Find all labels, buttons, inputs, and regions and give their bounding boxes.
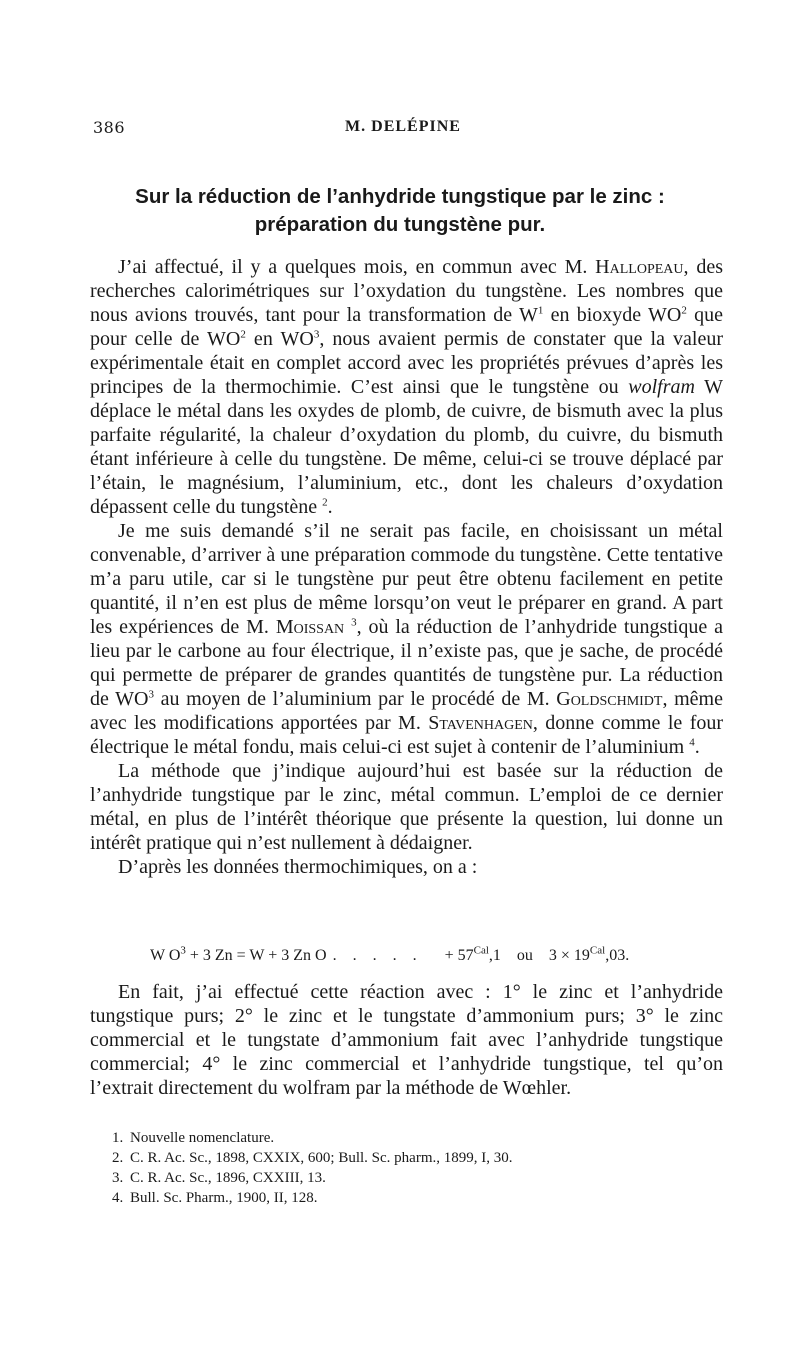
page-number: 386 (93, 118, 126, 137)
footnotes (112, 1128, 712, 1208)
reaction-heat: + $57^{Cal},1$ (444, 944, 501, 964)
footnote-ref-4: 4 (689, 736, 695, 749)
paragraph-2: Je me suis demandé s’il ne serait pas facile, en choisissant un métal convenable, d’arriver à une préparation commode du tungstène. Cette tentative m’a paru utile, car si le tungstène pur peut être obtenu facilement en petite quantité, il n’en est plus de même lorsqu’on veut le préparer en grand. A part les expériences de M. Moissan $^3$, où la réduction de l’anhydride tungstique a lieu par le carbone au four électrique, il n’existe pas, que je sache, de procédé qui permette de préparer de grandes quantités de tungstène pur. La réduction de $WO^3$ au moyen de l’aluminium par le procédé de M. Goldschmidt, même avec les modifications apportées par M. Stavenhagen, donne comme le four électrique le métal fondu, mais celui-ci est sujet à contenir de l’aluminium $^4$. (90, 520, 724, 758)
footnote-1: 1. Nouvelle nomenclature. (112, 1130, 275, 1146)
reaction-heat-alt: $3 \times 19^{Cal},03$. (548, 944, 630, 964)
footnote-ref-3: 3 (351, 616, 357, 629)
wolfram-term: wolfram (628, 376, 695, 398)
author-name-hallopeau: Hallopeau (595, 256, 684, 278)
paragraph-4: D’après les données thermochimiques, on a : (118, 856, 478, 878)
author-name-goldschmidt: Goldschmidt (556, 688, 663, 710)
footnote-2: 2. C. R. Ac. Sc., 1898, CXXIX, 600; Bull. Sc. pharm., 1899, I, 30. (112, 1150, 513, 1166)
body-text (90, 255, 723, 879)
chemical-equation: W $O^3 + 3$ Zn = W + 3 Zn O . . . . . + $57^{Cal},1$ ou $3 \times 19^{Cal},03$. (150, 944, 630, 964)
footnote-ref-2: 2 (322, 496, 328, 509)
author-name-stavenhagen: Stavenhagen (428, 712, 533, 734)
paragraph-5: En fait, j’ai effectué cette réaction avec : 1° le zinc et l’anhydride tungstique purs; 2° le zinc et le tungstate d’ammonium purs; 3° le zinc commercial et le tungstate d’ammonium fait avec l’anhydride tungstique commercial; 4° le zinc commercial et l’anhydride tungstique, tel qu’on l’extrait directement du wolfram par la méthode de Wœhler. (90, 981, 723, 1099)
running-title: M. DELÉPINE (345, 118, 461, 135)
footnote-3: 3. C. R. Ac. Sc., 1896, CXXIII, 13. (112, 1170, 326, 1186)
footnote-4: 4. Bull. Sc. Pharm., 1900, II, 128. (112, 1190, 318, 1206)
running-head (93, 118, 713, 142)
paragraph-3: La méthode que j’indique aujourd’hui est basée sur la réduction de l’anhydride tungstique par le zinc, métal commun. L’emploi de ce dernier métal, en plus de l’intérêt théorique que présente la question, lui donne un intérêt pratique qui n’est nullement à dédaigner. (90, 760, 723, 854)
author-name-moissan: Moissan (275, 616, 345, 638)
paragraph-1: J’ai affectué, il y a quelques mois, en commun avec M. Hallopeau, des recherches calorimétriques sur l’oxydation du tungstène. Les nombres que nous avions trouvés, tant pour la transformation de $W^1$ en bioxyde $WO^2$ que pour celle de $WO^2$ en $WO^3$, nous avaient permis de constater que la valeur expérimentale était en complet accord avec les propriétés prévues d’après les principes de la thermochimie. C’est ainsi que le tungstène ou wolfram W déplace le métal dans les oxydes de plomb, de cuivre, de bismuth avec la plus parfaite régularité, la chaleur d’oxydation du plomb, du cuivre, du bismuth étant inférieure à celle du tungstène. De même, celui-ci se trouve déplacé par l’étain, le magnésium, l’aluminium, etc., dont les chaleurs d’oxydation dépassent celle du tungstène $^2$. (90, 256, 724, 518)
footnote-ref-1: 1 (537, 304, 544, 317)
article-title (80, 183, 720, 239)
article-title-line-2: préparation du tungstène pur. (254, 213, 546, 236)
article-title-line-1: Sur la réduction de l’anhydride tungstique par le zinc : (135, 185, 665, 208)
